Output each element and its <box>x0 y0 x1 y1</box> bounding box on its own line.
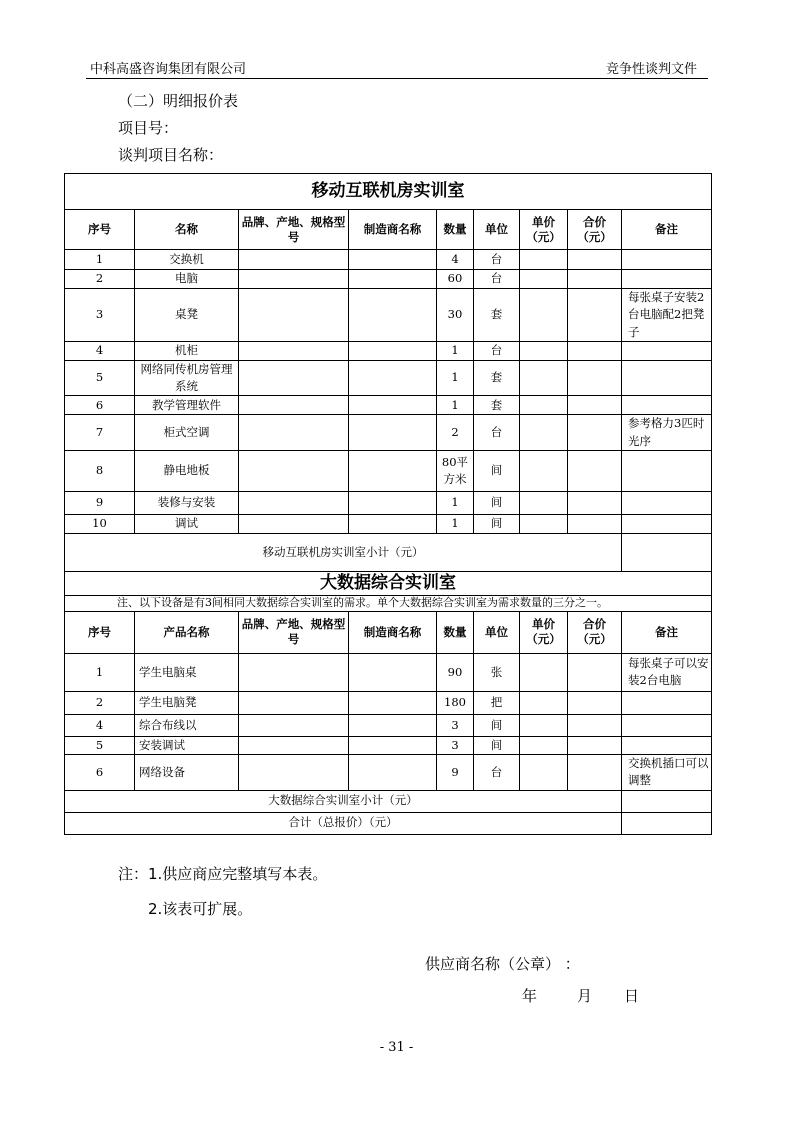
cell-unit: 台 <box>474 270 520 289</box>
cell-brand-spec <box>239 341 349 360</box>
cell-brand-spec <box>239 755 349 791</box>
header-rule <box>86 78 708 79</box>
cell-total-price <box>568 250 622 270</box>
table1-header-name: 名称 <box>135 210 239 250</box>
date-month: 月 <box>577 987 593 1005</box>
cell-remark <box>622 396 712 415</box>
table1-header-unit: 单位 <box>474 210 520 250</box>
cell-unit-price <box>520 289 568 342</box>
table2-header-manufacturer: 制造商名称 <box>349 611 437 653</box>
header-doc-type: 竞争性谈判文件 <box>605 62 697 77</box>
cell-brand-spec <box>239 514 349 533</box>
note-1: 注：1.供应商应完整填写本表。 <box>118 865 328 883</box>
cell-remark <box>622 341 712 360</box>
table2-header-remark: 备注 <box>622 611 712 653</box>
cell-quantity: 1 <box>437 396 474 415</box>
cell-manufacturer <box>349 514 437 533</box>
cell-manufacturer <box>349 736 437 754</box>
grand-total-value <box>622 812 712 834</box>
cell-name: 桌凳 <box>135 289 239 342</box>
cell-brand-spec <box>239 714 349 736</box>
table1-header-total-price: 合价（元） <box>568 210 622 250</box>
cell-name: 柜式空调 <box>135 415 239 451</box>
cell-manufacturer <box>349 755 437 791</box>
table-row <box>65 341 712 360</box>
cell-unit: 台 <box>474 341 520 360</box>
table1-subtotal-value <box>622 533 712 571</box>
cell-total-price <box>568 360 622 396</box>
cell-unit: 套 <box>474 360 520 396</box>
cell-quantity: 1 <box>437 341 474 360</box>
cell-remark: 参考格力3匹时光序 <box>622 415 712 451</box>
table2-note: 注、以下设备是有3间相同大数据综合实训室的需求。单个大数据综合实训室为需求数量的三分之一。 <box>65 595 712 611</box>
cell-seq: 9 <box>65 491 135 514</box>
project-no-label: 项目号： <box>118 119 179 137</box>
cell-remark <box>622 736 712 754</box>
cell-manufacturer <box>349 691 437 714</box>
quote-table <box>64 173 712 835</box>
cell-unit: 间 <box>474 714 520 736</box>
cell-quantity: 1 <box>437 360 474 396</box>
cell-remark <box>622 270 712 289</box>
note-2: 2.该表可扩展。 <box>148 900 253 918</box>
cell-total-price <box>568 714 622 736</box>
cell-unit-price <box>520 653 568 691</box>
cell-name: 安装调试 <box>135 736 239 754</box>
cell-unit-price <box>520 396 568 415</box>
cell-unit: 套 <box>474 396 520 415</box>
table-row <box>65 514 712 533</box>
cell-remark: 交换机插口可以调整 <box>622 755 712 791</box>
total-row <box>65 812 712 834</box>
table1-title-row <box>65 174 712 210</box>
table1-subtotal-row <box>65 533 712 571</box>
cell-total-price <box>568 341 622 360</box>
section-title: （二）明细报价表 <box>118 92 239 110</box>
cell-name: 学生电脑凳 <box>135 691 239 714</box>
cell-name: 装修与安装 <box>135 491 239 514</box>
cell-brand-spec <box>239 270 349 289</box>
cell-seq: 1 <box>65 250 135 270</box>
cell-seq: 2 <box>65 270 135 289</box>
cell-name: 综合布线以 <box>135 714 239 736</box>
table1-header-unit-price: 单价（元） <box>520 210 568 250</box>
cell-total-price <box>568 450 622 491</box>
cell-unit-price <box>520 514 568 533</box>
cell-quantity: 1 <box>437 491 474 514</box>
cell-name: 机柜 <box>135 341 239 360</box>
cell-brand-spec <box>239 653 349 691</box>
cell-unit-price <box>520 491 568 514</box>
table1-header-seq: 序号 <box>65 210 135 250</box>
cell-seq: 6 <box>65 396 135 415</box>
header-company: 中科高盛咨询集团有限公司 <box>90 62 247 77</box>
cell-unit: 把 <box>474 691 520 714</box>
cell-quantity: 90 <box>437 653 474 691</box>
table2-header-seq: 序号 <box>65 611 135 653</box>
table2-header-brand-spec: 品牌、产地、规格型号 <box>239 611 349 653</box>
cell-unit: 台 <box>474 415 520 451</box>
cell-seq: 5 <box>65 736 135 754</box>
cell-seq: 4 <box>65 341 135 360</box>
cell-remark: 每张桌子可以安装2台电脑 <box>622 653 712 691</box>
table-row <box>65 491 712 514</box>
cell-brand-spec <box>239 691 349 714</box>
cell-unit-price <box>520 360 568 396</box>
cell-manufacturer <box>349 450 437 491</box>
cell-name: 调试 <box>135 514 239 533</box>
cell-brand-spec <box>239 289 349 342</box>
table-row <box>65 396 712 415</box>
cell-remark <box>622 250 712 270</box>
table2-header-name: 产品名称 <box>135 611 239 653</box>
cell-unit-price <box>520 250 568 270</box>
table2-note-row <box>65 595 712 611</box>
cell-seq: 7 <box>65 415 135 451</box>
cell-brand-spec <box>239 736 349 754</box>
cell-name: 学生电脑桌 <box>135 653 239 691</box>
table-row <box>65 360 712 396</box>
table-row <box>65 714 712 736</box>
cell-quantity: 1 <box>437 514 474 533</box>
cell-unit-price <box>520 755 568 791</box>
cell-total-price <box>568 289 622 342</box>
cell-seq: 4 <box>65 714 135 736</box>
cell-remark <box>622 450 712 491</box>
table1-header-brand-spec: 品牌、产地、规格型号 <box>239 210 349 250</box>
cell-name: 网络同传机房管理系统 <box>135 360 239 396</box>
cell-brand-spec <box>239 250 349 270</box>
cell-unit: 套 <box>474 289 520 342</box>
table1-title: 移动互联机房实训室 <box>65 174 712 210</box>
cell-brand-spec <box>239 396 349 415</box>
table-row <box>65 691 712 714</box>
cell-unit-price <box>520 736 568 754</box>
cell-seq: 8 <box>65 450 135 491</box>
cell-total-price <box>568 270 622 289</box>
cell-seq: 6 <box>65 755 135 791</box>
cell-quantity: 30 <box>437 289 474 342</box>
cell-total-price <box>568 755 622 791</box>
cell-manufacturer <box>349 341 437 360</box>
cell-brand-spec <box>239 491 349 514</box>
cell-unit-price <box>520 714 568 736</box>
cell-name: 交换机 <box>135 250 239 270</box>
table1-header-quantity: 数量 <box>437 210 474 250</box>
cell-unit: 台 <box>474 250 520 270</box>
cell-name: 网络设备 <box>135 755 239 791</box>
cell-name: 静电地板 <box>135 450 239 491</box>
table2-subtotal-row <box>65 790 712 812</box>
cell-unit: 间 <box>474 491 520 514</box>
cell-name: 教学管理软件 <box>135 396 239 415</box>
cell-seq: 10 <box>65 514 135 533</box>
cell-total-price <box>568 491 622 514</box>
cell-seq: 2 <box>65 691 135 714</box>
table1-subtotal-label: 移动互联机房实训室小计（元） <box>65 533 622 571</box>
cell-seq: 1 <box>65 653 135 691</box>
cell-unit-price <box>520 691 568 714</box>
cell-unit-price <box>520 270 568 289</box>
cell-quantity: 3 <box>437 714 474 736</box>
cell-unit: 间 <box>474 736 520 754</box>
cell-total-price <box>568 396 622 415</box>
cell-quantity: 2 <box>437 415 474 451</box>
table-row <box>65 250 712 270</box>
cell-name: 电脑 <box>135 270 239 289</box>
cell-manufacturer <box>349 396 437 415</box>
cell-unit-price <box>520 341 568 360</box>
table2-header-quantity: 数量 <box>437 611 474 653</box>
table-row <box>65 653 712 691</box>
cell-brand-spec <box>239 360 349 396</box>
cell-quantity: 60 <box>437 270 474 289</box>
table2-header-row <box>65 611 712 653</box>
cell-seq: 3 <box>65 289 135 342</box>
cell-manufacturer <box>349 415 437 451</box>
table2-header-unit-price: 单价（元） <box>520 611 568 653</box>
cell-remark <box>622 491 712 514</box>
cell-manufacturer <box>349 289 437 342</box>
cell-unit: 张 <box>474 653 520 691</box>
cell-manufacturer <box>349 714 437 736</box>
cell-unit: 间 <box>474 450 520 491</box>
table-row <box>65 755 712 791</box>
table-row <box>65 736 712 754</box>
cell-total-price <box>568 415 622 451</box>
grand-total-label: 合计（总报价）（元） <box>65 812 622 834</box>
cell-unit-price <box>520 450 568 491</box>
cell-brand-spec <box>239 450 349 491</box>
cell-unit: 间 <box>474 514 520 533</box>
cell-manufacturer <box>349 653 437 691</box>
cell-manufacturer <box>349 250 437 270</box>
cell-remark: 每张桌子安装2台电脑配2把凳子 <box>622 289 712 342</box>
cell-total-price <box>568 736 622 754</box>
cell-manufacturer <box>349 491 437 514</box>
cell-unit: 台 <box>474 755 520 791</box>
table2-subtotal-value <box>622 790 712 812</box>
cell-unit-price <box>520 415 568 451</box>
table2-title: 大数据综合实训室 <box>65 571 712 595</box>
supplier-name-label: 供应商名称（公章） ： <box>425 955 580 973</box>
cell-manufacturer <box>349 270 437 289</box>
cell-quantity: 80平方米 <box>437 450 474 491</box>
table2-title-row <box>65 571 712 595</box>
table1-header-manufacturer: 制造商名称 <box>349 210 437 250</box>
cell-quantity: 4 <box>437 250 474 270</box>
cell-remark <box>622 714 712 736</box>
cell-seq: 5 <box>65 360 135 396</box>
table-row <box>65 289 712 342</box>
table2-subtotal-label: 大数据综合实训室小计（元） <box>65 790 622 812</box>
table-row <box>65 450 712 491</box>
table1-header-remark: 备注 <box>622 210 712 250</box>
table-row <box>65 270 712 289</box>
table-row <box>65 415 712 451</box>
cell-remark <box>622 691 712 714</box>
date-day: 日 <box>624 987 640 1005</box>
cell-manufacturer <box>349 360 437 396</box>
cell-remark <box>622 514 712 533</box>
cell-total-price <box>568 514 622 533</box>
cell-remark <box>622 360 712 396</box>
project-name-label: 谈判项目名称： <box>118 146 224 164</box>
cell-total-price <box>568 691 622 714</box>
table1-header-row <box>65 210 712 250</box>
cell-total-price <box>568 653 622 691</box>
cell-quantity: 3 <box>437 736 474 754</box>
date-year: 年 <box>522 987 538 1005</box>
table2-header-unit: 单位 <box>474 611 520 653</box>
table2-header-total-price: 合价（元） <box>568 611 622 653</box>
cell-quantity: 9 <box>437 755 474 791</box>
cell-brand-spec <box>239 415 349 451</box>
page-number: - 31 - <box>379 1040 414 1055</box>
cell-quantity: 180 <box>437 691 474 714</box>
